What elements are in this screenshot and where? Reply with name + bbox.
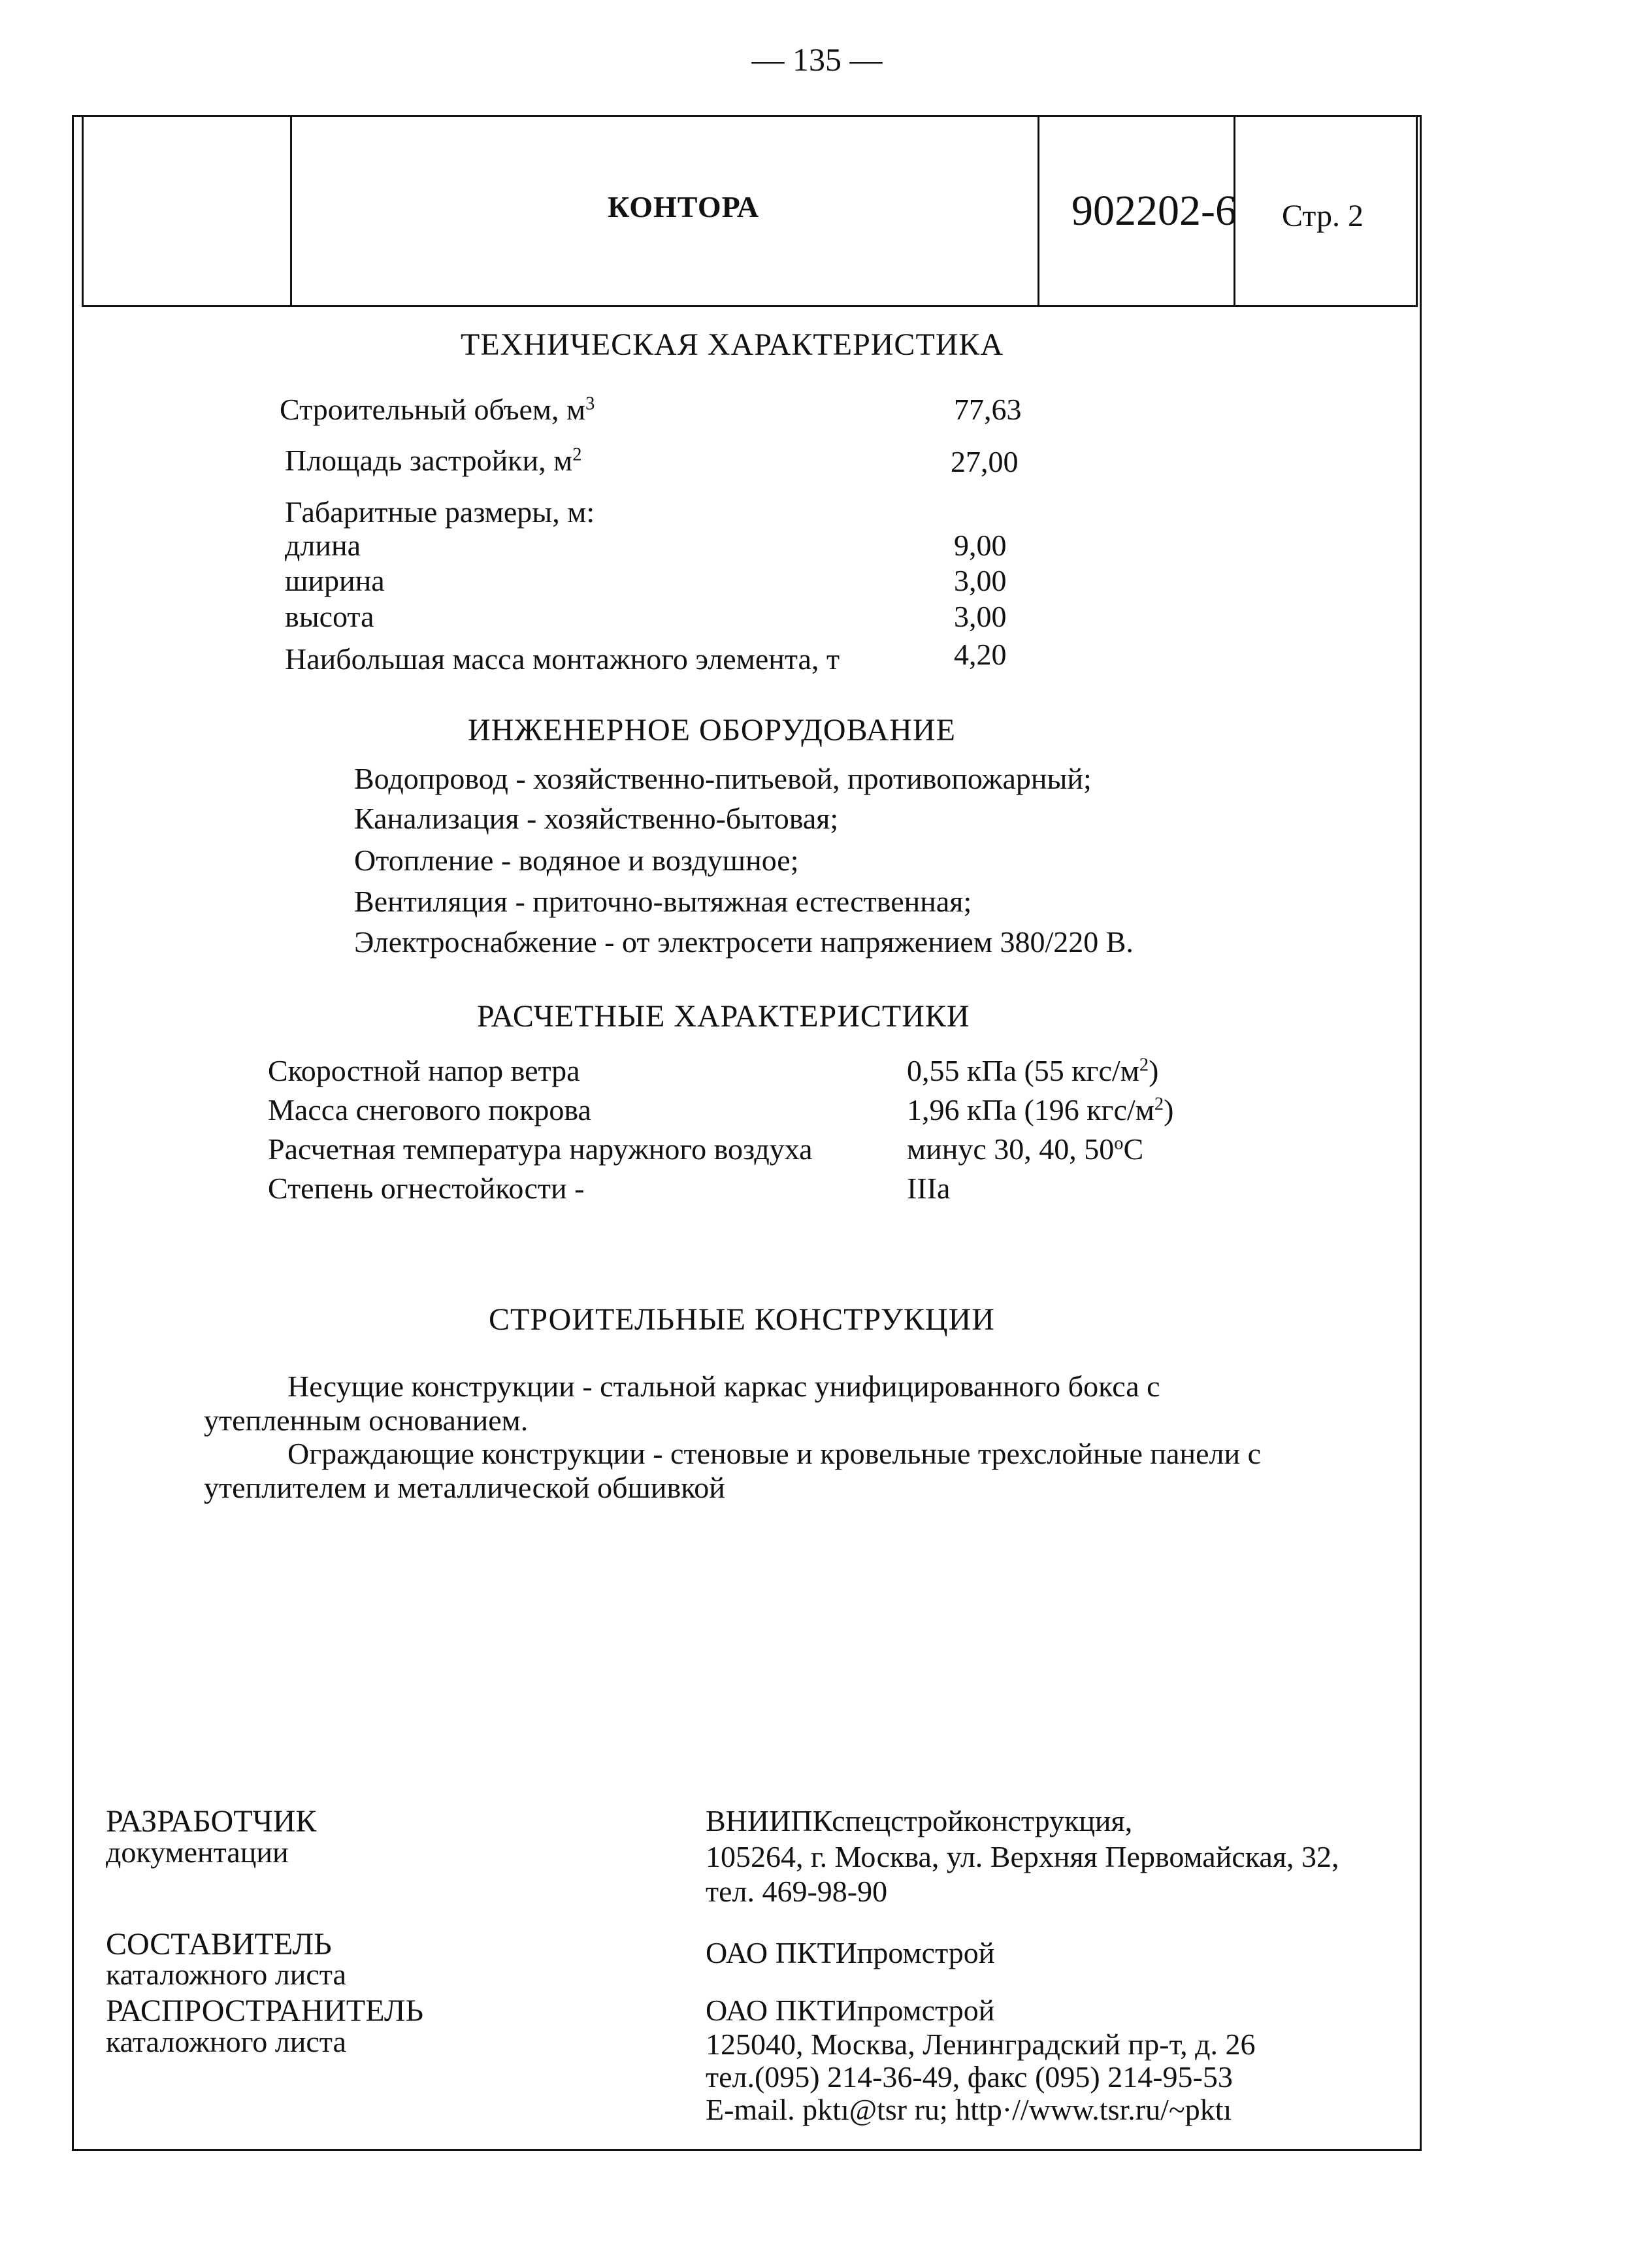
structures-paragraph-2-line-2: утеплителем и металлической обшивкой: [204, 1471, 725, 1504]
volume-label: Строительный объем, $м^3$: [280, 393, 595, 426]
snow-value: 1,96 кПа (196 кгс/$м^2$): [907, 1093, 1174, 1126]
engineering-heading: ИНЖЕНЕРНОЕ ОБОРУДОВАНИЕ: [468, 713, 956, 748]
developer-address: 105264, г. Москва, ул. Верхняя Первомайская, 32,: [706, 1840, 1339, 1873]
mass-value: 4,20: [954, 638, 1007, 671]
structures-paragraph-1-line-1: Несущие конструкции - стальной каркас унифицированного бокса с: [287, 1370, 1160, 1403]
volume-value: 77,63: [954, 393, 1022, 426]
width-value: 3,00: [954, 564, 1007, 597]
width-label: ширина: [285, 564, 385, 597]
wind-label: Скоростной напор ветра: [268, 1054, 580, 1087]
compiler-sub: каталожного листа: [106, 1958, 346, 1991]
area-value: 27,00: [951, 445, 1019, 478]
snow-label: Масса снегового покрова: [268, 1093, 591, 1126]
mass-label: Наибольшая масса монтажного элемента, т: [285, 642, 840, 676]
document-code: 902202-6: [1071, 187, 1237, 235]
structures-heading: СТРОИТЕЛЬНЫЕ КОНСТРУКЦИИ: [489, 1302, 995, 1337]
developer-org: ВНИИПКспецстройконструкция,: [706, 1804, 1133, 1837]
document-title: КОНТОРА: [608, 190, 760, 223]
developer-phone: тел. 469-98-90: [706, 1875, 888, 1908]
sheet-number: Стр. 2: [1282, 199, 1364, 233]
structures-paragraph-1-line-2: утепленным основанием.: [204, 1404, 529, 1437]
engineering-item: Отопление - водяное и воздушное;: [354, 844, 799, 877]
engineering-item: Канализация - хозяйственно-бытовая;: [354, 802, 839, 835]
developer-label: РАЗРАБОТЧИК: [106, 1804, 317, 1839]
distributor-label: РАСПРОСТРАНИТЕЛЬ: [106, 1994, 424, 2028]
compiler-label: СОСТАВИТЕЛЬ: [106, 1927, 332, 1962]
height-label: высота: [285, 600, 374, 633]
fire-label: Степень огнестойкости -: [268, 1172, 585, 1205]
header-divider-1: [290, 115, 292, 307]
developer-sub: документации: [106, 1835, 289, 1869]
engineering-item: Вентиляция - приточно-вытяжная естественная;: [354, 885, 972, 918]
tech-heading: ТЕХНИЧЕСКАЯ ХАРАКТЕРИСТИКА: [461, 327, 1004, 362]
engineering-item: Водопровод - хозяйственно-питьевой, противопожарный;: [354, 762, 1092, 795]
temp-label: Расчетная температура наружного воздуха: [268, 1132, 813, 1166]
distributor-org: ОАО ПКТИпромстрой: [706, 1994, 995, 2027]
distributor-address: 125040, Москва, Ленинградский пр-т, д. 26: [706, 2028, 1256, 2061]
page-number: — 135 —: [751, 41, 883, 78]
calc-heading: РАСЧЕТНЫЕ ХАРАКТЕРИСТИКИ: [477, 999, 970, 1034]
area-label: Площадь застройки, $м^2$: [285, 444, 582, 477]
engineering-item: Электроснабжение - от электросети напряжением 380/220 В.: [354, 925, 1134, 959]
distributor-sub: каталожного листа: [106, 2025, 346, 2058]
length-value: 9,00: [954, 529, 1007, 562]
wind-value: 0,55 кПа (55 кгс/$м^2$): [907, 1054, 1159, 1087]
height-value: 3,00: [954, 600, 1007, 633]
dims-label: Габаритные размеры, м:: [285, 495, 595, 529]
temp-value: минус 30, 40, $50^оС$: [907, 1132, 1144, 1166]
compiler-org: ОАО ПКТИпромстрой: [706, 1936, 995, 1969]
header-divider-2: [1038, 115, 1039, 307]
distributor-web: E-mail. pktı@tsr ru; http·//www.tsr.ru/~pktı: [706, 2093, 1232, 2126]
fire-value: IIIа: [907, 1172, 951, 1205]
structures-paragraph-2-line-1: Ограждающие конструкции - стеновые и кровельные трехслойные панели с: [287, 1437, 1261, 1470]
distributor-phone: тел.(095) 214-36-49, факс (095) 214-95-53: [706, 2060, 1233, 2094]
length-label: длина: [285, 529, 361, 562]
